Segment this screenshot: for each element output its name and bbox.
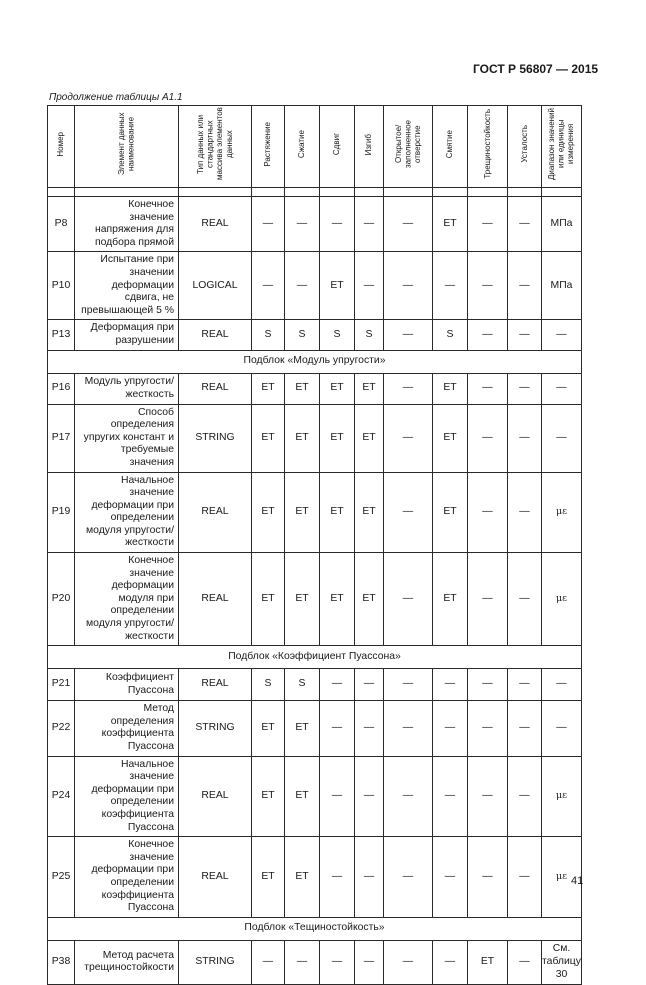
cell-hole: — (384, 373, 433, 404)
cell-fatigue: — (508, 404, 542, 472)
spacer-cell (384, 188, 433, 197)
cell-bending: — (355, 197, 384, 252)
cell-id: P16 (48, 373, 75, 404)
cell-hole: — (384, 472, 433, 553)
cell-bending: — (355, 701, 384, 756)
cell-compression: ET (285, 404, 320, 472)
cell-bearing: — (433, 837, 468, 918)
cell-bending: — (355, 756, 384, 837)
column-header (468, 106, 508, 188)
header-row (48, 106, 582, 188)
column-header (355, 106, 384, 188)
cell-bearing: ET (433, 472, 468, 553)
section-row (48, 917, 582, 940)
cell-bending: S (355, 320, 384, 350)
section-title: Подблок «Модуль упругости» (48, 350, 582, 373)
cell-units: МПа (542, 252, 582, 320)
cell-id: P24 (48, 756, 75, 837)
cell-tension: ET (252, 553, 285, 646)
cell-fatigue: — (508, 837, 542, 918)
cell-name: Метод расчета трещиностойкости (75, 940, 179, 984)
cell-hole: — (384, 756, 433, 837)
cell-compression: — (285, 197, 320, 252)
cell-compression: ET (285, 701, 320, 756)
section-title: Подблок «Тещиностойкость» (48, 917, 582, 940)
cell-units: См. таблицу 30 (542, 940, 582, 984)
cell-tension: ET (252, 756, 285, 837)
cell-fatigue: — (508, 756, 542, 837)
cell-name: Деформация при разрушении (75, 320, 179, 350)
cell-name: Способ определения упругих констант и требуемые значения (75, 404, 179, 472)
cell-shear: ET (320, 404, 355, 472)
cell-bending: — (355, 837, 384, 918)
cell-name: Испытание при значении деформации сдвига, не превышающей 5 % (75, 252, 179, 320)
cell-fatigue: — (508, 669, 542, 701)
cell-shear: — (320, 701, 355, 756)
cell-id: P22 (48, 701, 75, 756)
column-header-label: Элемент данных наименование (116, 112, 136, 176)
cell-type: REAL (179, 553, 252, 646)
cell-bending: ET (355, 404, 384, 472)
spacer-cell (285, 188, 320, 197)
cell-bearing: — (433, 252, 468, 320)
cell-bearing: — (433, 756, 468, 837)
cell-hole: — (384, 553, 433, 646)
cell-crack: — (468, 404, 508, 472)
cell-name: Начальное значение деформации при определении коэффициента Пуассона (75, 756, 179, 837)
cell-compression: — (285, 252, 320, 320)
cell-hole: — (384, 669, 433, 701)
cell-id: P17 (48, 404, 75, 472)
spacer-cell (433, 188, 468, 197)
table-row (48, 756, 582, 837)
cell-tension: ET (252, 701, 285, 756)
cell-tension: — (252, 940, 285, 984)
cell-name: Конечное значение деформации при определении коэффициента Пуассона (75, 837, 179, 918)
spacer-cell (252, 188, 285, 197)
cell-compression: — (285, 940, 320, 984)
cell-bearing: ET (433, 553, 468, 646)
cell-hole: — (384, 404, 433, 472)
cell-id: P13 (48, 320, 75, 350)
cell-compression: S (285, 669, 320, 701)
cell-shear: ET (320, 553, 355, 646)
cell-crack: — (468, 756, 508, 837)
column-header-label: Диапазон значений или единицы измерения (547, 108, 576, 181)
spacer-cell (542, 188, 582, 197)
properties-table (47, 105, 582, 985)
cell-units: — (542, 701, 582, 756)
cell-name: Конечное значение деформации модуля при определении модуля упругости/жесткости (75, 553, 179, 646)
cell-type: REAL (179, 669, 252, 701)
column-header (75, 106, 179, 188)
cell-fatigue: — (508, 553, 542, 646)
cell-crack: — (468, 252, 508, 320)
cell-fatigue: — (508, 320, 542, 350)
cell-units: με (542, 553, 582, 646)
cell-shear: — (320, 837, 355, 918)
cell-units: με (542, 837, 582, 918)
cell-name: Модуль упругости/жесткость (75, 373, 179, 404)
spacer-cell (179, 188, 252, 197)
cell-tension: ET (252, 373, 285, 404)
cell-type: STRING (179, 940, 252, 984)
cell-units: με (542, 472, 582, 553)
cell-bearing: — (433, 701, 468, 756)
cell-crack: — (468, 472, 508, 553)
cell-type: REAL (179, 756, 252, 837)
cell-units: — (542, 404, 582, 472)
cell-tension: ET (252, 837, 285, 918)
cell-compression: ET (285, 553, 320, 646)
cell-bending: ET (355, 472, 384, 553)
cell-tension: S (252, 320, 285, 350)
cell-shear: ET (320, 472, 355, 553)
cell-crack: — (468, 669, 508, 701)
cell-shear: — (320, 940, 355, 984)
cell-crack: — (468, 320, 508, 350)
cell-shear: — (320, 197, 355, 252)
page-number: 41 (571, 875, 584, 887)
column-header (48, 106, 75, 188)
table-row (48, 553, 582, 646)
cell-name: Начальное значение деформации при определении модуля упругости/жесткости (75, 472, 179, 553)
cell-type: LOGICAL (179, 252, 252, 320)
cell-id: P19 (48, 472, 75, 553)
cell-shear: — (320, 756, 355, 837)
spacer-cell (508, 188, 542, 197)
cell-compression: ET (285, 472, 320, 553)
column-header (285, 106, 320, 188)
table-row (48, 837, 582, 918)
spacer-row (48, 188, 582, 197)
cell-crack: — (468, 701, 508, 756)
cell-fatigue: — (508, 940, 542, 984)
cell-units: — (542, 373, 582, 404)
cell-units: με (542, 756, 582, 837)
cell-shear: — (320, 669, 355, 701)
column-header (508, 106, 542, 188)
cell-shear: ET (320, 373, 355, 404)
column-header (384, 106, 433, 188)
table-body (48, 188, 582, 985)
column-header-label: Усталость (519, 125, 529, 163)
cell-bending: — (355, 940, 384, 984)
column-header (433, 106, 468, 188)
section-title: Подблок «Коэффициент Пуассона» (48, 646, 582, 669)
cell-hole: — (384, 940, 433, 984)
cell-compression: ET (285, 373, 320, 404)
table-row (48, 404, 582, 472)
cell-bearing: — (433, 940, 468, 984)
cell-crack: — (468, 373, 508, 404)
cell-name: Метод определения коэффициента Пуассона (75, 701, 179, 756)
cell-id: P21 (48, 669, 75, 701)
cell-hole: — (384, 320, 433, 350)
cell-id: P25 (48, 837, 75, 918)
standard-header: ГОСТ Р 56807 — 2015 (473, 62, 599, 76)
table-row (48, 701, 582, 756)
column-header-label: Сдвиг (332, 133, 342, 156)
column-header-label: Номер (56, 131, 66, 157)
cell-name: Конечное значение напряжения для подбора прямой (75, 197, 179, 252)
table-row (48, 940, 582, 984)
cell-crack: — (468, 837, 508, 918)
column-header-label: Трещиностойкость (482, 109, 492, 180)
column-header-label: Тип данных или стандартных массива элементов данных (195, 107, 234, 181)
cell-hole: — (384, 701, 433, 756)
cell-tension: ET (252, 404, 285, 472)
cell-units: — (542, 320, 582, 350)
table-row (48, 373, 582, 404)
spacer-cell (355, 188, 384, 197)
spacer-cell (48, 188, 75, 197)
cell-fatigue: — (508, 472, 542, 553)
cell-fatigue: — (508, 373, 542, 404)
spacer-cell (75, 188, 179, 197)
cell-hole: — (384, 197, 433, 252)
cell-type: REAL (179, 373, 252, 404)
table-row (48, 320, 582, 350)
column-header (320, 106, 355, 188)
table-row (48, 197, 582, 252)
column-header-label: Открытое/заполненное отверстие (393, 120, 422, 169)
cell-type: REAL (179, 472, 252, 553)
cell-crack: ET (468, 940, 508, 984)
column-header-label: Сжатие (297, 130, 307, 159)
cell-id: P20 (48, 553, 75, 646)
cell-tension: S (252, 669, 285, 701)
cell-type: STRING (179, 701, 252, 756)
cell-type: STRING (179, 404, 252, 472)
column-header-label: Смятие (445, 130, 455, 159)
cell-compression: ET (285, 837, 320, 918)
cell-bearing: — (433, 669, 468, 701)
column-header (179, 106, 252, 188)
cell-fatigue: — (508, 197, 542, 252)
cell-bending: ET (355, 373, 384, 404)
table-row (48, 472, 582, 553)
spacer-cell (320, 188, 355, 197)
cell-crack: — (468, 197, 508, 252)
column-header-label: Изгиб (364, 133, 374, 155)
table-row (48, 669, 582, 701)
cell-crack: — (468, 553, 508, 646)
column-header (542, 106, 582, 188)
cell-id: P38 (48, 940, 75, 984)
column-header (252, 106, 285, 188)
cell-hole: — (384, 252, 433, 320)
cell-units: — (542, 669, 582, 701)
cell-bearing: ET (433, 197, 468, 252)
section-row (48, 350, 582, 373)
cell-compression: S (285, 320, 320, 350)
cell-bending: ET (355, 553, 384, 646)
column-header-label: Растяжение (263, 121, 273, 167)
table-row (48, 252, 582, 320)
cell-bearing: S (433, 320, 468, 350)
cell-shear: S (320, 320, 355, 350)
cell-bearing: ET (433, 373, 468, 404)
cell-id: P8 (48, 197, 75, 252)
cell-tension: — (252, 252, 285, 320)
cell-bending: — (355, 669, 384, 701)
spacer-cell (468, 188, 508, 197)
cell-fatigue: — (508, 252, 542, 320)
cell-hole: — (384, 837, 433, 918)
cell-name: Коэффициент Пуассона (75, 669, 179, 701)
cell-tension: — (252, 197, 285, 252)
cell-shear: ET (320, 252, 355, 320)
cell-tension: ET (252, 472, 285, 553)
cell-bending: — (355, 252, 384, 320)
cell-units: МПа (542, 197, 582, 252)
cell-type: REAL (179, 197, 252, 252)
cell-bearing: ET (433, 404, 468, 472)
cell-compression: ET (285, 756, 320, 837)
cell-fatigue: — (508, 701, 542, 756)
section-row (48, 646, 582, 669)
table-caption: Продолжение таблицы А1.1 (49, 92, 183, 103)
cell-type: REAL (179, 837, 252, 918)
cell-type: REAL (179, 320, 252, 350)
cell-id: P10 (48, 252, 75, 320)
